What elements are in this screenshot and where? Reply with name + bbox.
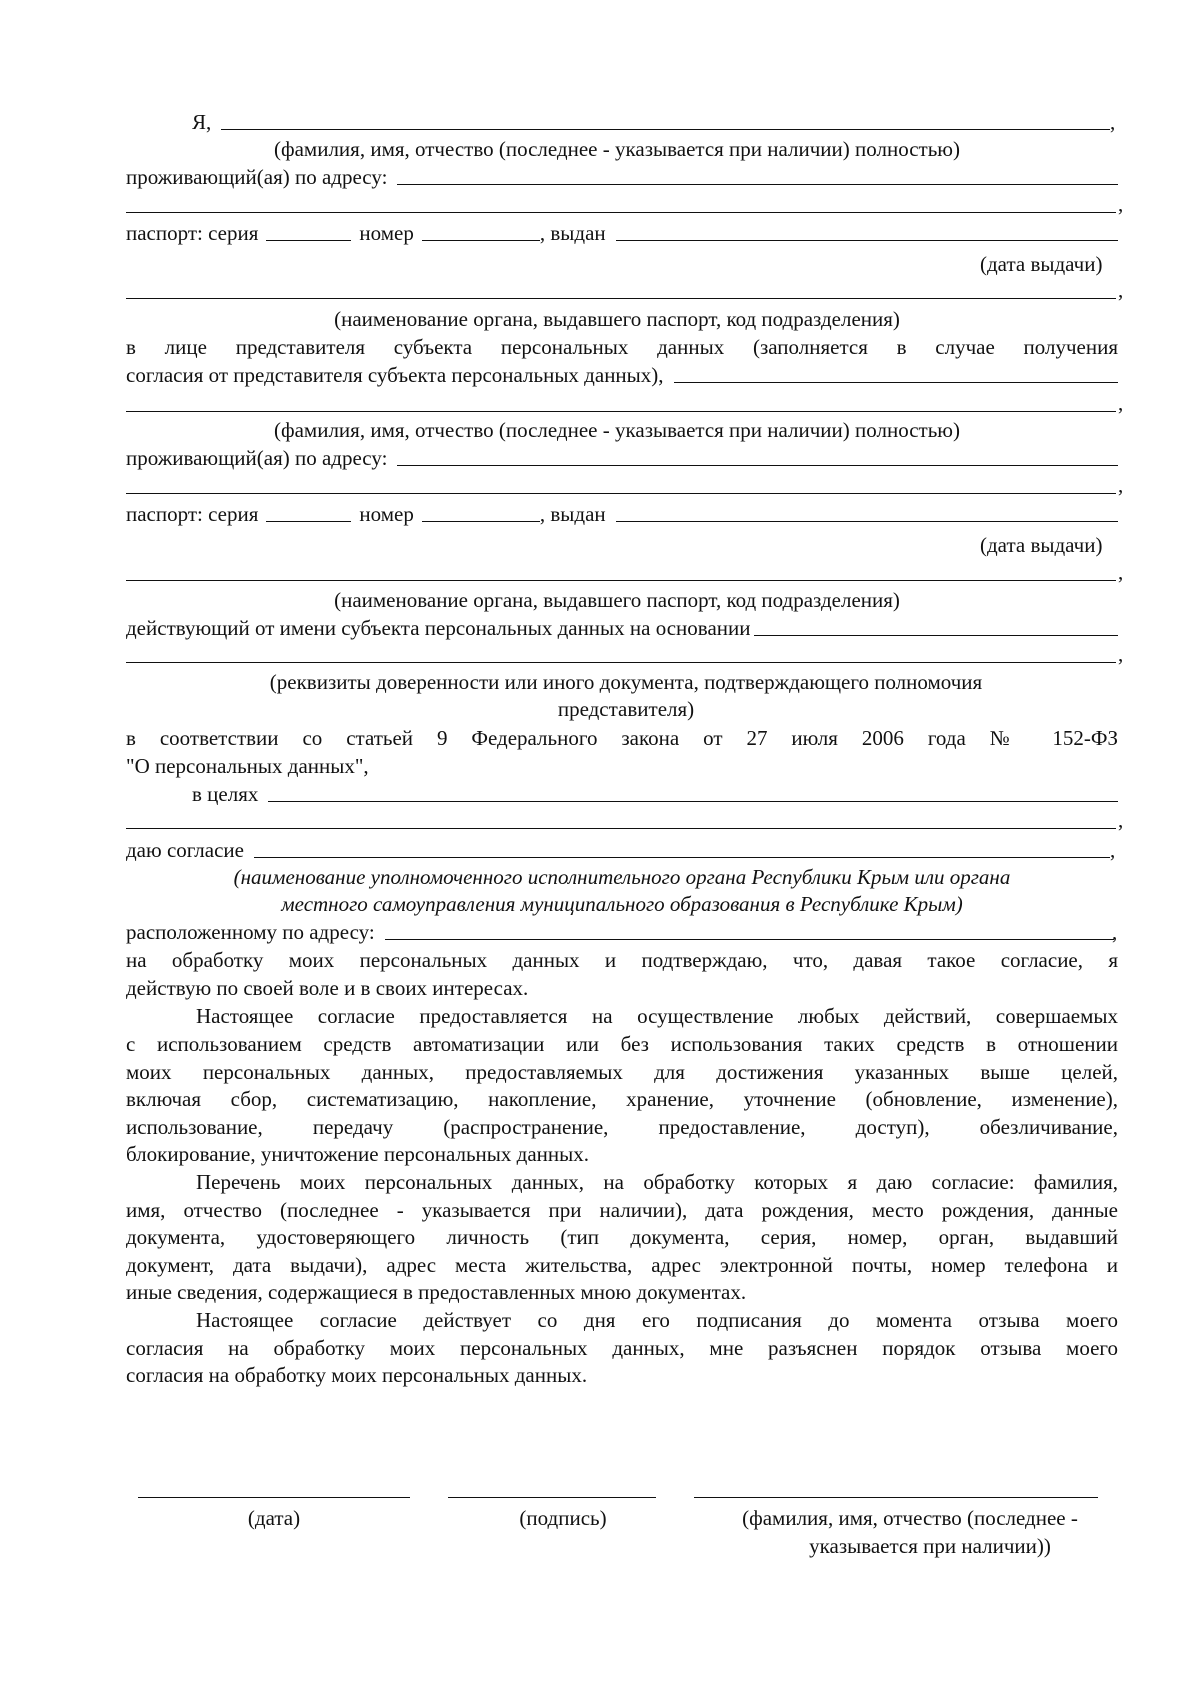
- authority-hint: (наименование органа, выдавшего паспорт, код подразделения): [334, 307, 900, 331]
- validity-text: согласия на обработку моих персональных данных.: [126, 1363, 588, 1387]
- comma: ,: [1118, 560, 1124, 584]
- authority-hint: (наименование органа, выдавшего паспорт, код подразделения): [334, 588, 900, 612]
- passport-issued-label: , выдан: [539, 502, 606, 526]
- comma: ,: [1118, 278, 1124, 302]
- date-label: (дата): [247, 1506, 301, 1530]
- comma: ,: [1110, 838, 1116, 862]
- law-reference-1: в соответствии со статьей 9 Федерального закона от 27 июля 2006 года № 152-ФЗ: [126, 726, 1118, 750]
- consent-line: [126, 838, 1110, 862]
- consent-text: действую по своей воле и в своих интересах.: [126, 976, 529, 1000]
- fio-signature-label-1: (фамилия, имя, отчество (последнее -: [742, 1506, 1078, 1530]
- scope-text: блокирование, уничтожение персональных данных.: [126, 1142, 589, 1166]
- representative-address-label: проживающий(ая) по адресу:: [126, 446, 388, 470]
- representative-intro-1: в лице представителя субъекта персональных данных (заполняется в случае получения: [126, 335, 1118, 359]
- passport-series-field[interactable]: [266, 224, 351, 241]
- representative-address-continuation[interactable]: [126, 493, 1116, 494]
- issue-date-hint: (дата выдачи): [980, 533, 1103, 557]
- data-list-text: Перечень моих персональных данных, на обработку которых я даю согласие: фамилия,: [196, 1170, 1118, 1194]
- fio-signature-label-2: указывается при наличии)): [809, 1534, 1051, 1558]
- organ-hint-1: (наименование уполномоченного исполнительного органа Республики Крым или органа: [233, 865, 1011, 889]
- consent-text: на обработку моих персональных данных и подтверждаю, что, давая такое согласие, я: [126, 948, 1118, 972]
- data-list-text: документ, дата выдачи), адрес места жительства, адрес электронной почты, номер телефона и: [126, 1253, 1118, 1277]
- data-list-text: документа, удостоверяющего личность (тип документа, серия, номер, орган, выдавший: [126, 1225, 1118, 1249]
- subject-address-field[interactable]: [397, 184, 1118, 185]
- consent-label: даю согласие: [126, 838, 244, 862]
- scope-text: Настоящее согласие предоставляется на осуществление любых действий, совершаемых: [196, 1004, 1118, 1028]
- passport-number-field[interactable]: [422, 505, 540, 522]
- authority-field[interactable]: [126, 298, 1116, 299]
- representative-intro-2: согласия от представителя субъекта персональных данных),: [126, 363, 664, 387]
- comma: ,: [1118, 473, 1124, 497]
- comma: ,: [1118, 391, 1124, 415]
- comma: ,: [1118, 808, 1124, 832]
- data-list-text: иные сведения, содержащиеся в предоставленных мною документах.: [126, 1280, 747, 1304]
- poa-hint-1: (реквизиты доверенности или иного документа, подтверждающего полномочия: [269, 670, 983, 694]
- poa-hint-2: представителя): [557, 697, 695, 721]
- signature-label: (подпись): [519, 1506, 607, 1530]
- subject-passport-line: [126, 221, 1118, 245]
- subject-address-label: проживающий(ая) по адресу:: [126, 165, 388, 189]
- representative-fio-hint: (фамилия, имя, отчество (последнее - указывается при наличии) полностью): [274, 418, 960, 442]
- fio-signature-field[interactable]: [694, 1497, 1098, 1498]
- organ-address-field[interactable]: [385, 939, 1114, 940]
- passport-issued-label: , выдан: [539, 221, 606, 245]
- consent-organ-field[interactable]: [254, 857, 1110, 858]
- scope-text: моих персональных данных, предоставляемых для достижения указанных выше целей,: [126, 1060, 1118, 1084]
- scope-text: с использованием средств автоматизации или без использования таких средств в отношении: [126, 1032, 1118, 1056]
- passport-number-field[interactable]: [422, 224, 540, 241]
- passport-series-label: паспорт: серия: [126, 221, 259, 245]
- passport-number-label: номер: [359, 502, 414, 526]
- purpose-line: [192, 782, 1118, 806]
- passport-series-field[interactable]: [266, 505, 351, 522]
- signature-field[interactable]: [448, 1497, 656, 1498]
- subject-address-line: [126, 165, 1118, 189]
- acting-basis-continuation[interactable]: [126, 662, 1116, 663]
- comma: ,: [1118, 642, 1124, 666]
- data-list-text: имя, отчество (последнее - указывается при наличии), дата рождения, место рождения, данные: [126, 1198, 1118, 1222]
- passport-number-label: номер: [359, 221, 414, 245]
- scope-text: включая сбор, систематизацию, накопление, хранение, уточнение (обновление, изменение),: [126, 1087, 1118, 1111]
- acting-basis-line: [126, 616, 1118, 640]
- validity-text: согласия на обработку моих персональных данных, мне разъяснен порядок отзыва моего: [126, 1336, 1118, 1360]
- representative-fio-field[interactable]: [126, 411, 1116, 412]
- subject-fio-field[interactable]: [221, 129, 1110, 130]
- purpose-continuation[interactable]: [126, 828, 1116, 829]
- subject-fio-line: [192, 110, 1110, 134]
- representative-intro-2-line: [126, 363, 1118, 387]
- passport-issued-field[interactable]: [616, 240, 1118, 241]
- organ-address-label: расположенному по адресу:: [126, 920, 375, 944]
- representative-address-field[interactable]: [397, 465, 1118, 466]
- representative-passport-line: [126, 502, 1118, 526]
- authority-field[interactable]: [126, 580, 1116, 581]
- issue-date-hint: (дата выдачи): [980, 252, 1103, 276]
- comma: ,: [1118, 192, 1124, 216]
- date-field[interactable]: [138, 1497, 410, 1498]
- scope-text: использование, передачу (распространение, предоставление, доступ), обезличивание,: [126, 1115, 1118, 1139]
- organ-address-line: [126, 920, 1114, 944]
- representative-name-field[interactable]: [674, 382, 1118, 383]
- purpose-label: в целях: [192, 782, 259, 806]
- validity-text: Настоящее согласие действует со дня его подписания до момента отзыва моего: [196, 1308, 1118, 1332]
- subject-address-continuation[interactable]: [126, 212, 1116, 213]
- law-reference-2: "О персональных данных",: [126, 754, 369, 778]
- comma: ,: [1112, 920, 1118, 944]
- organ-hint-2: местного самоуправления муниципального образования в Республике Крым): [281, 892, 963, 916]
- acting-basis-field[interactable]: [754, 635, 1118, 636]
- purpose-field[interactable]: [268, 801, 1118, 802]
- ya-label: Я,: [192, 110, 212, 134]
- representative-address-line: [126, 446, 1118, 470]
- acting-basis-label: действующий от имени субъекта персональных данных на основании: [126, 616, 751, 640]
- comma: ,: [1110, 110, 1116, 134]
- passport-issued-field[interactable]: [616, 521, 1118, 522]
- subject-fio-hint: (фамилия, имя, отчество (последнее - указывается при наличии) полностью): [274, 137, 960, 161]
- passport-series-label: паспорт: серия: [126, 502, 259, 526]
